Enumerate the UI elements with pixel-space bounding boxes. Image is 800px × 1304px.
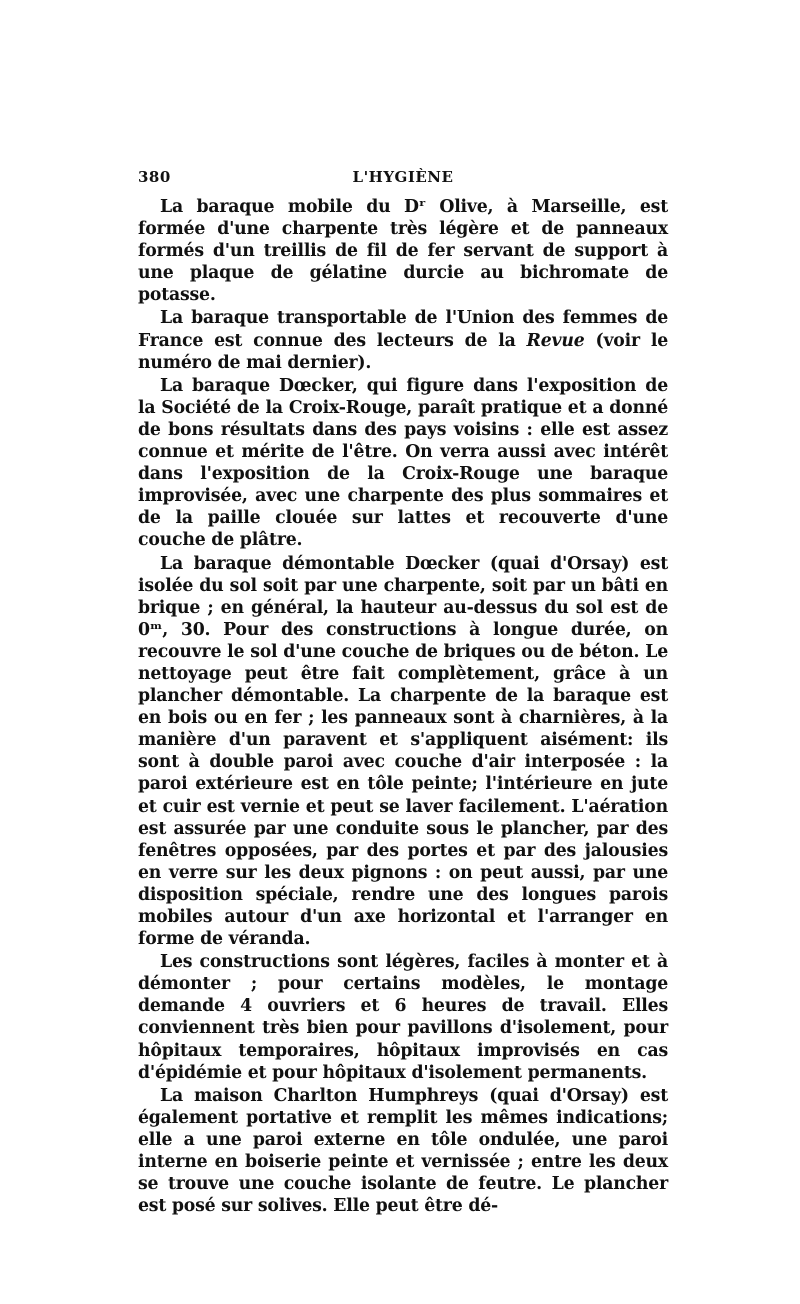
book-page (138, 168, 668, 1217)
paragraph-baraque-olive: La baraque mobile du Dʳ Olive, à Marseille, est formée d'une charpente très légère et de panneaux formés d'un treillis de fil de fer servant de support à une plaque de gélatine durcie au bichromate de potasse. (138, 197, 668, 306)
paragraph-charlton-humphreys: La maison Charlton Humphreys (quai d'Orsay) est également portative et remplit les mêmes indications; elle a une paroi externe en tôle ondulée, une paroi interne en boiserie peinte et vernissée ; entre les deux se trouve une couche isolante de feutre. Le plancher est posé sur solives. Elle peut être dé- (138, 1085, 668, 1217)
revue-title: Revue (526, 330, 585, 351)
paragraph-baraque-demontable: La baraque démontable Dœcker (quai d'Orsay) est isolée du sol soit par une charpente, soit par un bâti en brique ; en général, la hauteur au-dessus du sol est de 0ᵐ, 30. Pour des constructions à longue durée, on recouvre le sol d'une couche de briques ou de béton. Le nettoyage peut être fait complètement, grâce à un plancher démontable. La charpente de la baraque est en bois ou en fer ; les panneaux sont à charnières, à la manière d'un paravent et s'appliquent aisément: ils sont à double paroi avec couche d'air interposée : la paroi extérieure est en tôle peinte; l'intérieure en jute et cuir est vernie et peut se laver facilement. L'aération est assurée par une conduite sous le plancher, par des fenêtres opposées, par des portes et par des jalousies en verre sur les deux pignons : on peut aussi, par une disposition spéciale, rendre une des longues parois mobiles autour d'un axe horizontal et l'arranger en forme de véranda. (138, 553, 668, 950)
running-title: L'HYGIÈNE (352, 168, 454, 186)
page-number: 380 (138, 168, 171, 186)
paragraph-union-des-femmes (138, 307, 668, 373)
paragraph-constructions: Les constructions sont légères, faciles à monter et à démonter ; pour certains modèles, le montage demande 4 ouvriers et 6 heures de travail. Elles conviennent très bien pour pavillons d'isolement, pour hôpitaux temporaires, hôpitaux improvisés en cas d'épidémie et pour hôpitaux d'isolement permanents. (138, 952, 668, 1083)
page-header (138, 168, 668, 196)
paragraph-baraque-doecker: La baraque Dœcker, qui figure dans l'exposition de la Société de la Croix-Rouge, paraît pratique et a donné de bons résultats dans des pays voisins : elle est assez connue et mérite de l'être. On verra aussi avec intérêt dans l'exposition de la Croix-Rouge une baraque improvisée, avec une charpente des plus sommaires et de la paille clouée sur lattes et recouverte d'une couche de plâtre. (138, 375, 668, 551)
paragraph-text-before: La baraque transportable de l'Union des femmes de France est connue des lecteurs de la (138, 308, 668, 351)
paragraph-text-after: (voir le numéro de mai dernier). (138, 330, 668, 373)
